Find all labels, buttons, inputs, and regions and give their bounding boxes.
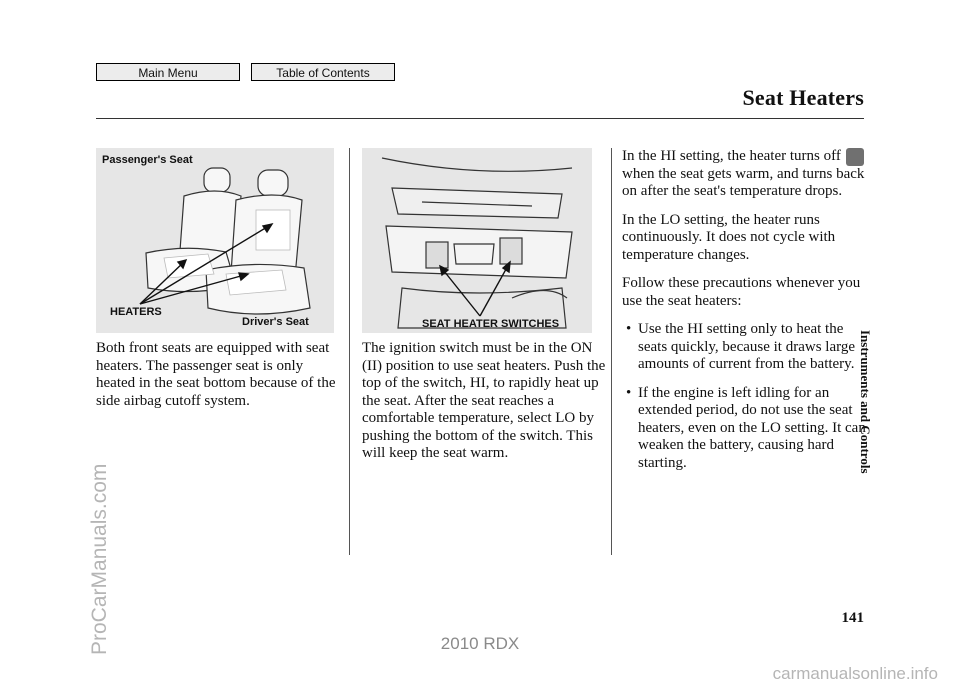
seat-heater-switches-label: SEAT HEATER SWITCHES (422, 318, 560, 330)
bullet-icon: • (626, 321, 632, 337)
hi-setting-paragraph: In the HI setting, the heater turns off when the seat gets warm, and turns back on after the seat's temperature drops. (622, 148, 865, 199)
list-item: • If the engine is left idling for an extended period, do not use the seat heaters, even on the LO setting. It can weaken the battery, causing hard starting. (626, 384, 866, 471)
table-of-contents-button[interactable]: Table of Contents (251, 63, 395, 81)
intro-paragraph: Both front seats are equipped with seat heaters. The passenger seat is only heated in the seat bottom because of the side airbag cutoff system. (96, 340, 336, 409)
center-console-drawing (362, 148, 592, 333)
driver-seat-label: Driver's Seat (242, 316, 309, 328)
precautions-intro: Follow these precautions whenever you use the seat heaters: (622, 275, 861, 309)
passenger-seat-label: Passenger's Seat (102, 154, 193, 166)
bullet-icon: • (626, 384, 632, 401)
lo-setting-paragraph: In the LO setting, the heater runs continuously. It does not cycle with temperature changes. (622, 211, 836, 263)
passenger-headrest (204, 168, 230, 192)
main-menu-button[interactable]: Main Menu (96, 63, 240, 81)
column-divider (349, 148, 350, 555)
column-divider (611, 148, 612, 555)
title-divider (96, 118, 864, 119)
page-number: 141 (841, 610, 864, 626)
console-panel (386, 226, 572, 278)
seat-heater-switch-illustration (362, 148, 592, 333)
list-item: • Use the HI setting only to heat the seats quickly, because it draws large amounts of current from the battery. (626, 321, 856, 372)
side-watermark: ProCarManuals.com (88, 463, 111, 655)
page-title: Seat Heaters (742, 85, 864, 110)
model-footer: 2010 RDX (440, 634, 520, 653)
operation-paragraph: The ignition switch must be in the ON (II) position to use seat heaters. Push the top of the switch, HI, to rapidly heat up the seat. After the seat reaches a comfortable temperature, select LO by pushing the bottom of the switch. This will keep the seat warm. (362, 340, 606, 461)
right-heater-switch (500, 238, 522, 264)
left-heater-switch (426, 242, 448, 268)
dashboard-edge (382, 158, 572, 171)
seat-illustration (96, 148, 334, 333)
audio-unit (392, 188, 562, 218)
heaters-label: HEATERS (110, 306, 162, 318)
driver-headrest (258, 170, 288, 196)
precautions-list (622, 321, 866, 472)
section-side-label: Instruments and Controls (858, 330, 873, 474)
settings-column (622, 148, 866, 483)
footer-watermark: carmanualsonline.info (772, 664, 938, 683)
